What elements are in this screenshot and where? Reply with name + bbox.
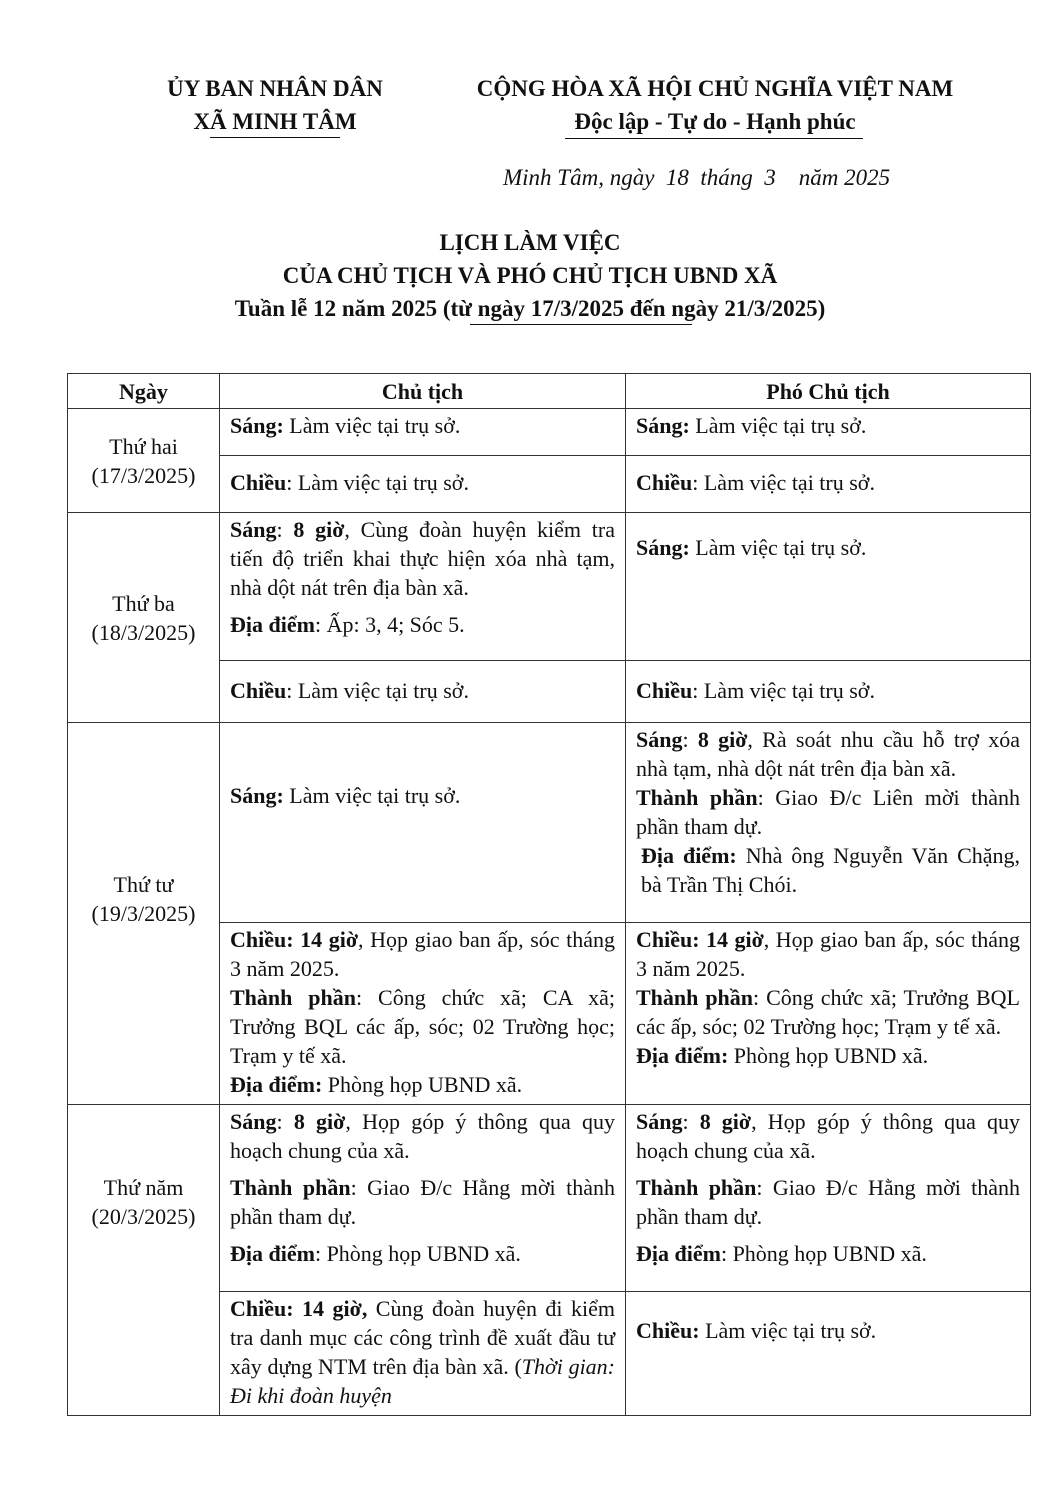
day-cell <box>68 1105 220 1416</box>
header-vice-chairman: Phó Chủ tịch <box>626 374 1031 409</box>
participants-entry <box>636 783 1020 841</box>
schedule-cell <box>626 661 1031 723</box>
schedule-cell <box>220 1105 626 1292</box>
time-label: 14 giờ <box>706 927 764 952</box>
day-cell <box>68 723 220 1105</box>
activity-text: , Rà soát nhu cầu hỗ trợ xóa nhà tạm, nhà dột nát trên địa bàn xã. <box>636 727 1020 781</box>
morning-label: Sáng: <box>230 413 284 438</box>
location-text: : Ấp: 3, 4; Sóc 5. <box>314 612 465 637</box>
activity-text: Làm việc tại trụ sở. <box>283 413 461 438</box>
afternoon-label: Chiều <box>230 677 287 703</box>
activity-text: Cùng đoàn huyện đi kiểm tra danh mục các công trình đề xuất đầu tư xây dựng NTM trên địa bàn xã. ( <box>230 1296 616 1379</box>
morning-label: Sáng <box>636 727 683 752</box>
afternoon-label: Chiều <box>636 677 693 703</box>
title-line-1: LỊCH LÀM VIỆC <box>439 230 621 255</box>
location-entry <box>230 1070 615 1099</box>
morning-label: Sáng <box>636 1109 683 1134</box>
location-text: Phòng họp UBND xã. <box>322 1072 523 1097</box>
activity-text: , Họp giao ban ấp, sóc tháng 3 năm 2025. <box>230 927 616 981</box>
schedule-cell <box>626 1105 1031 1292</box>
table-row <box>68 513 1031 661</box>
activity-text: , Họp góp ý thông qua quy hoạch chung của xã. <box>230 1109 615 1163</box>
time-label: 8 giờ <box>697 727 748 752</box>
activity-text: : Làm việc tại trụ sở. <box>286 677 469 703</box>
schedule-cell <box>626 923 1031 1105</box>
schedule-cell <box>626 1292 1031 1416</box>
location-label: Địa điểm: <box>641 843 737 868</box>
activity-entry: Sáng: 8 giờ, Rà soát nhu cầu hỗ trợ xóa nhà tạm, nhà dột nát trên địa bàn xã. <box>636 727 1020 781</box>
schedule-cell <box>220 661 626 723</box>
location-entry <box>636 1239 1020 1268</box>
day-cell <box>68 409 220 513</box>
day-name: Thứ năm <box>103 1175 184 1200</box>
agency-name: ỦY BAN NHÂN DÂN <box>167 76 383 101</box>
title-line-2: CỦA CHỦ TỊCH VÀ PHÓ CHỦ TỊCH UBND XÃ <box>282 263 778 288</box>
afternoon-label: Chiều: <box>230 927 294 952</box>
activity-text: , Họp giao ban ấp, sóc tháng 3 năm 2025. <box>636 927 1021 981</box>
day-date: (20/3/2025) <box>91 1204 196 1229</box>
table-header-row <box>68 374 1031 409</box>
activity-entry: Sáng: 8 giờ, Họp góp ý thông qua quy hoạch chung của xã. <box>636 1109 1020 1163</box>
day-cell <box>68 513 220 723</box>
title-underline <box>470 324 692 325</box>
day-date: (18/3/2025) <box>91 619 196 645</box>
participants-entry <box>636 983 1020 1041</box>
table-row <box>68 723 1031 923</box>
header-chairman: Chủ tịch <box>220 374 626 409</box>
activity-text: : Làm việc tại trụ sở. <box>692 677 875 703</box>
activity-entry: Sáng: 8 giờ, Họp góp ý thông qua quy hoạch chung của xã. <box>230 1109 615 1163</box>
schedule-cell <box>220 409 626 456</box>
location-text: : Phòng họp UBND xã. <box>720 1241 927 1266</box>
afternoon-label: Chiều <box>230 470 287 495</box>
participants-text: : Giao Đ/c Hằng mời thành phần tham dự. <box>636 1175 1020 1229</box>
location-text: Nhà ông Nguyễn Văn Chặng, bà Trần Thị Chói. <box>641 843 1021 897</box>
participants-text: : Công chức xã; CA xã; Trưởng BQL các ấp, sóc; 02 Trường học; Trạm y tế xã. <box>230 985 615 1068</box>
morning-label: Sáng <box>230 517 277 542</box>
participants-label: Thành phần <box>636 1175 757 1200</box>
activity-entry <box>230 925 615 983</box>
morning-label: Sáng <box>230 1109 277 1134</box>
activity-text: , Họp góp ý thông qua quy hoạch chung của xã. <box>636 1109 1020 1163</box>
morning-label: Sáng: <box>636 535 690 560</box>
activity-text: Làm việc tại trụ sở. <box>689 413 867 438</box>
activity-entry <box>230 1294 615 1410</box>
participants-label: Thành phần <box>230 1175 351 1200</box>
time-label: 8 giờ <box>293 517 345 542</box>
participants-entry <box>636 1173 1020 1231</box>
day-name: Thứ hai <box>109 433 178 459</box>
location-text: Phòng họp UBND xã. <box>728 1043 929 1068</box>
title-line-3: Tuần lễ 12 năm 2025 (từ ngày 17/3/2025 đến ngày 21/3/2025) <box>234 296 826 321</box>
national-title: CỘNG HÒA XÃ HỘI CHỦ NGHĨA VIỆT NAM <box>476 76 954 101</box>
location-entry <box>636 1041 1020 1070</box>
location-label: Địa điểm: <box>636 1043 729 1068</box>
participants-entry <box>230 983 615 1070</box>
location-label: Địa điểm: <box>230 1072 323 1097</box>
commune-name: XÃ MINH TÂM <box>193 109 357 134</box>
schedule-cell <box>220 1292 626 1416</box>
participants-label: Thành phần <box>636 785 758 810</box>
schedule-cell <box>220 723 626 923</box>
location-entry <box>636 841 1020 899</box>
time-label: 14 giờ <box>300 927 359 952</box>
agency-header <box>130 72 420 138</box>
afternoon-label: Chiều: <box>636 1318 700 1343</box>
activity-entry <box>636 925 1020 983</box>
schedule-cell <box>626 723 1031 923</box>
time-note: Thời gian: Đi khi đoàn huyện <box>230 1354 616 1408</box>
participants-label: Thành phần <box>636 985 754 1010</box>
time-label: 8 giờ <box>293 1109 346 1134</box>
activity-text: Làm việc tại trụ sở. <box>689 535 867 560</box>
participants-text: : Công chức xã; Trưởng BQL các ấp, sóc; 02 Trường học; Trạm y tế xã. <box>636 985 1020 1039</box>
afternoon-label: Chiều: <box>230 1296 294 1321</box>
schedule-cell <box>626 456 1031 513</box>
activity-entry: Sáng: 8 giờ, Cùng đoàn huyện kiểm tra tiến độ triển khai thực hiện xóa nhà tạm, nhà dột nát trên địa bàn xã. <box>230 517 615 600</box>
activity-text: : Làm việc tại trụ sở. <box>692 470 875 495</box>
document-title <box>40 226 1020 325</box>
activity-text: , Cùng đoàn huyện kiểm tra tiến độ triển khai thực hiện xóa nhà tạm, nhà dột nát trên địa bàn xã. <box>230 517 615 600</box>
activity-text: : Làm việc tại trụ sở. <box>286 470 469 495</box>
day-date: (19/3/2025) <box>91 900 196 926</box>
day-name: Thứ ba <box>112 590 175 616</box>
participants-text: : Giao Đ/c Hằng mời thành phần tham dự. <box>230 1175 616 1229</box>
day-name: Thứ tư <box>113 871 174 897</box>
participants-entry <box>230 1173 615 1231</box>
morning-label: Sáng: <box>636 413 690 438</box>
schedule-cell <box>626 409 1031 456</box>
motto-underline <box>565 138 863 139</box>
activity-text: Làm việc tại trụ sở. <box>283 783 461 808</box>
schedule-cell <box>220 513 626 661</box>
schedule-cell <box>626 513 1031 661</box>
location-label: Địa điểm <box>230 612 315 637</box>
national-header <box>440 72 990 138</box>
afternoon-label: Chiều: <box>636 927 700 952</box>
table-row <box>68 1105 1031 1292</box>
place-date-line: Minh Tâm, ngày 18 tháng 3 năm 2025 <box>503 165 891 190</box>
time-label: 14 giờ, <box>302 1296 368 1321</box>
location-entry <box>230 610 615 639</box>
location-text: : Phòng họp UBND xã. <box>314 1241 521 1266</box>
location-entry <box>230 1239 615 1268</box>
location-label: Địa điểm <box>636 1241 721 1266</box>
time-label: 8 giờ <box>699 1109 752 1134</box>
agency-underline <box>210 137 340 138</box>
schedule-table <box>67 373 1031 1416</box>
schedule-cell <box>220 456 626 513</box>
activity-text: Làm việc tại trụ sở. <box>699 1318 877 1343</box>
day-date: (17/3/2025) <box>91 462 196 488</box>
afternoon-label: Chiều <box>636 470 693 495</box>
header-day: Ngày <box>68 374 220 409</box>
schedule-cell <box>220 923 626 1105</box>
participants-label: Thành phần <box>230 985 357 1010</box>
national-motto: Độc lập - Tự do - Hạnh phúc <box>574 109 856 134</box>
table-row <box>68 409 1031 456</box>
morning-label: Sáng: <box>230 783 284 808</box>
participants-text: : Giao Đ/c Liên mời thành phần tham dự. <box>636 785 1020 839</box>
location-label: Địa điểm <box>230 1241 315 1266</box>
